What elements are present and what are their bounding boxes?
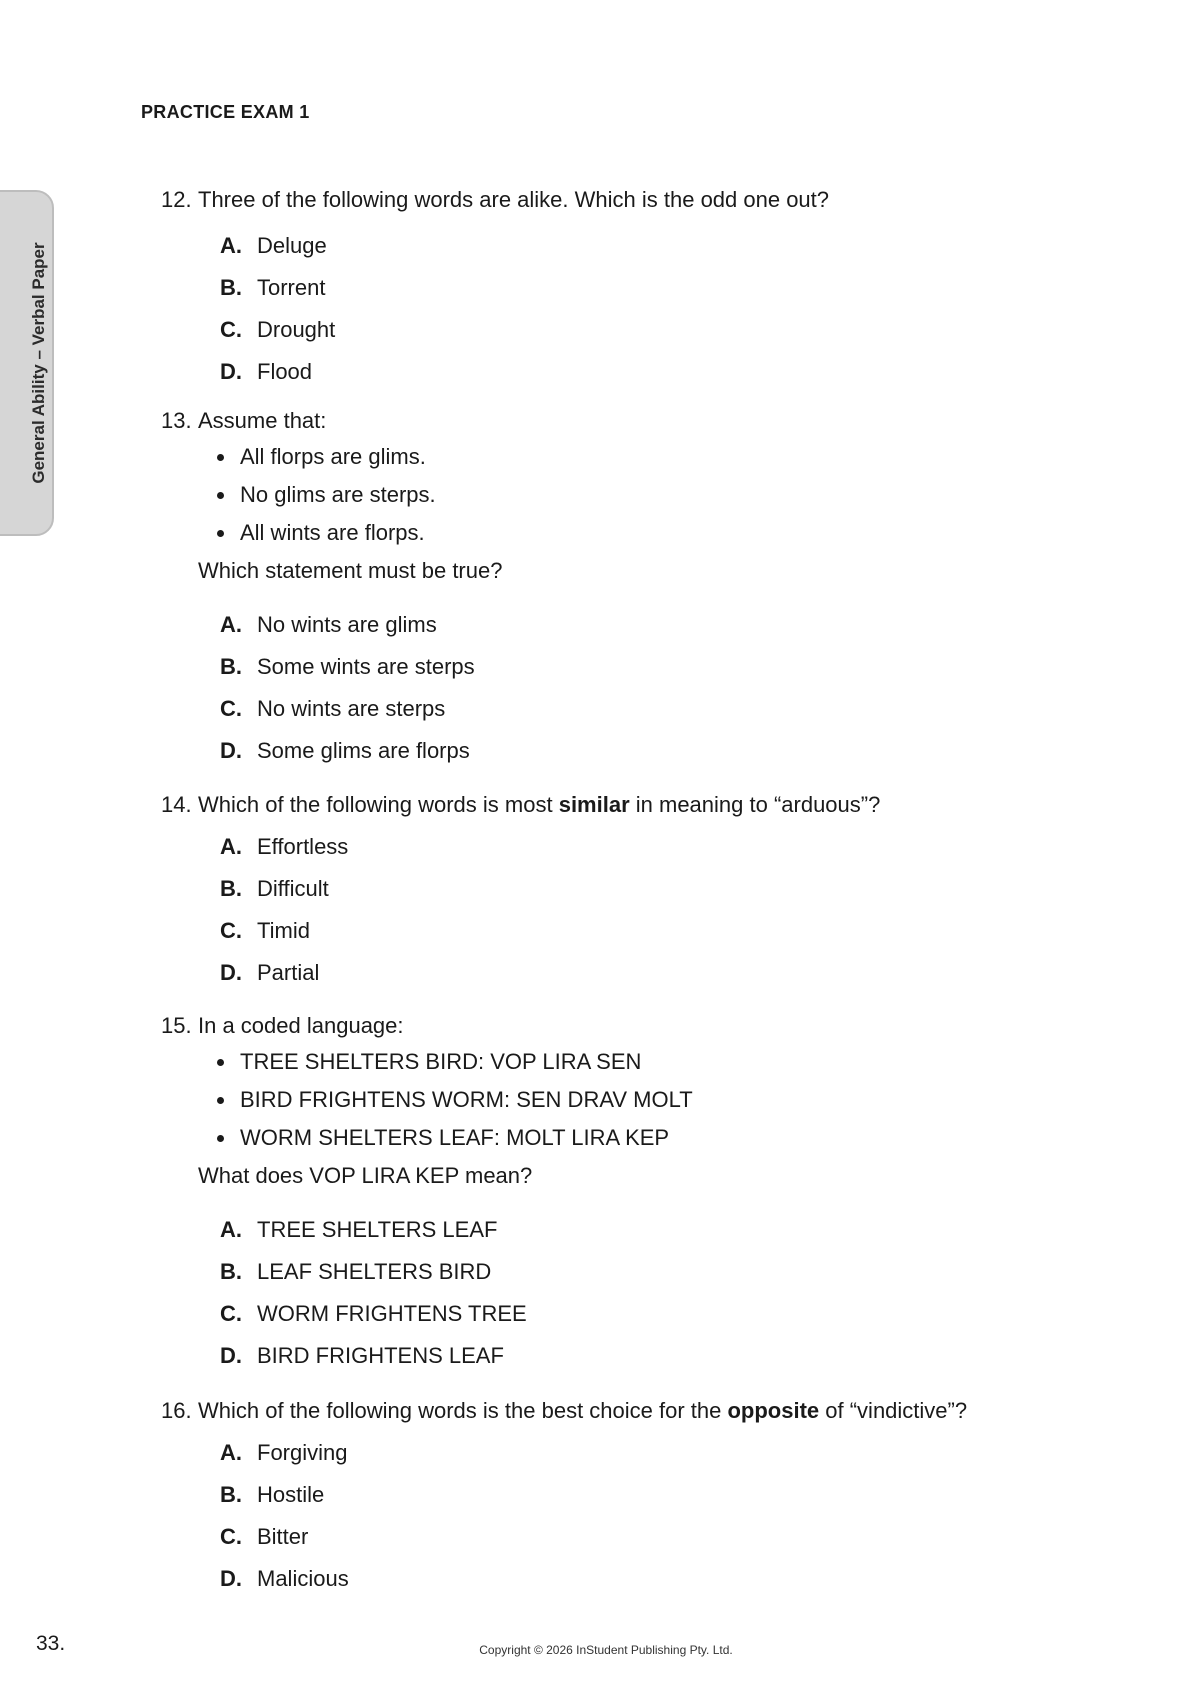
answer-option-c[interactable]: C. WORM FRIGHTENS TREE bbox=[220, 1301, 527, 1326]
question-15 bbox=[161, 1011, 693, 1377]
answer-option-d[interactable]: D. BIRD FRIGHTENS LEAF bbox=[220, 1343, 504, 1368]
question-number: 15. bbox=[161, 1013, 192, 1038]
answer-option-b[interactable]: B. Some wints are sterps bbox=[220, 654, 475, 679]
code-item: BIRD FRIGHTENS WORM: SEN DRAV MOLT bbox=[217, 1081, 532, 1119]
question-prompt: What does VOP LIRA KEP mean? bbox=[198, 1163, 533, 1188]
answer-option-b[interactable]: B. LEAF SHELTERS BIRD bbox=[220, 1259, 492, 1284]
premise-item: All wints are florps. bbox=[217, 514, 502, 552]
question-text: Three of the following words are alike. Which is the odd one out? bbox=[198, 187, 830, 212]
answer-option-a[interactable]: A. TREE SHELTERS LEAF bbox=[220, 1217, 498, 1242]
question-16: 16. Which of the following words is the best choice for the opposite of “vindictive”? A. Forgiving B. Hostile C. Bitter D. Malicious bbox=[161, 1398, 968, 1591]
question-14: 14. Which of the following words is most similar in meaning to “arduous”? A. Effortless B. Difficult C. Timid D. Partial bbox=[161, 792, 881, 985]
question-text: Which of the following words is most similar in meaning to “arduous”? bbox=[198, 792, 881, 817]
side-tab-label: General Ability – Verbal Paper bbox=[29, 242, 48, 484]
answer-option-a[interactable]: A. No wints are glims bbox=[220, 612, 437, 637]
question-13 bbox=[161, 406, 502, 772]
question-prompt: Which statement must be true? bbox=[198, 558, 503, 583]
page-number: 33. bbox=[36, 1632, 66, 1655]
answer-option-c[interactable]: C. No wints are sterps bbox=[220, 696, 446, 721]
premise-item: No glims are sterps. bbox=[217, 476, 502, 514]
question-text: In a coded language: bbox=[198, 1013, 404, 1038]
answer-options bbox=[220, 604, 502, 772]
question-number: 12. bbox=[161, 187, 192, 212]
question-number: 14. bbox=[161, 792, 192, 817]
question-text: Which of the following words is the best choice for the opposite of “vindictive”? bbox=[198, 1398, 968, 1423]
code-item: WORM SHELTERS LEAF: MOLT LIRA KEP bbox=[217, 1119, 532, 1157]
answer-option-d[interactable]: D. Some glims are florps bbox=[220, 738, 470, 763]
question-number: 13. bbox=[161, 408, 192, 433]
answer-options bbox=[220, 1209, 532, 1377]
page-header: PRACTICE EXAM 1 bbox=[141, 102, 310, 122]
premise-item: All florps are glims. bbox=[217, 438, 502, 476]
copyright-notice: Copyright © 2026 InStudent Publishing Pty. Ltd. bbox=[479, 1643, 733, 1657]
question-text: Assume that: bbox=[198, 408, 327, 433]
question-number: 16. bbox=[161, 1398, 192, 1423]
premise-list bbox=[217, 438, 502, 552]
code-list bbox=[217, 1043, 693, 1157]
question-12: 12. Three of the following words are alike. Which is the odd one out? A. Deluge B. Torrent C. Drought D. Flood bbox=[161, 187, 830, 384]
code-item: TREE SHELTERS BIRD: VOP LIRA SEN bbox=[217, 1043, 532, 1081]
